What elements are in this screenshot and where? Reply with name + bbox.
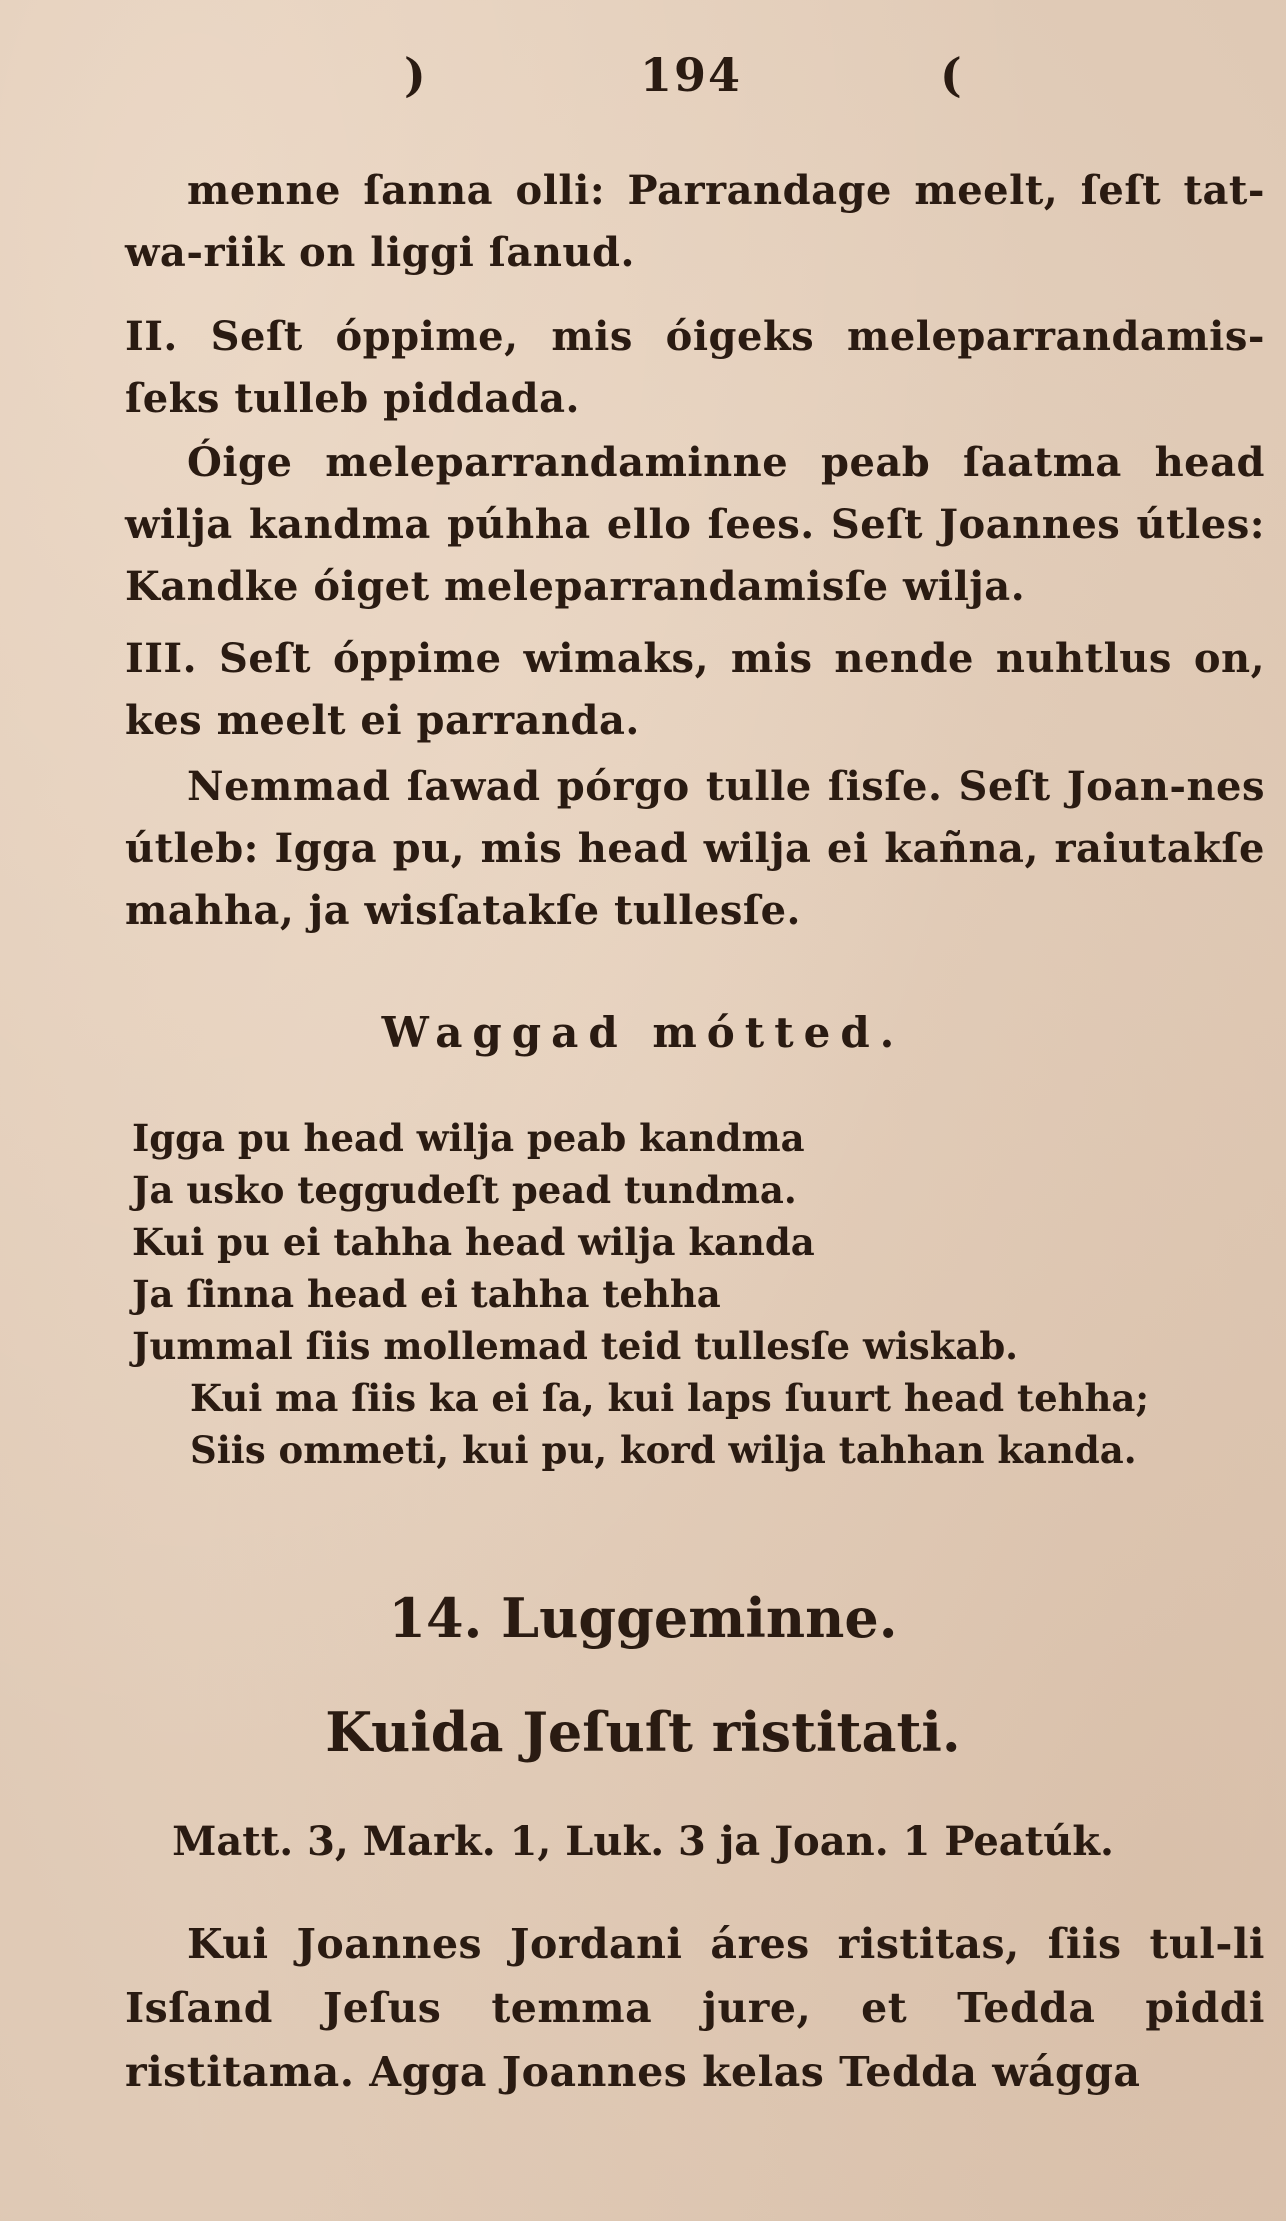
verse-line: Igga pu head wilja peab kandma [132, 1116, 805, 1160]
page-number: 194 [640, 48, 743, 102]
paragraph-2: II. Seſt óppime, mis óigeks meleparrandamis-ſeks tulleb piddada. [125, 313, 1265, 422]
page-header [0, 48, 1286, 128]
paragraph-5: Nemmad ſawad pórgo tulle ſisſe. Seſt Joan-nes útleb: Igga pu, mis head wilja ei kañna, raiutakſe mahha, ja wisſatakſe tullesſe. [125, 763, 1265, 934]
verse-line: Ja ſinna head ei tahha tehha [132, 1272, 721, 1316]
paragraph-3: Óige meleparrandaminne peab ſaatma head wilja kandma púhha ello ſees. Seſt Joannes útles: Kandke óiget meleparrandamisſe wilja. [125, 439, 1265, 610]
verse-title: Waggad mótted. [381, 1008, 905, 1057]
verse-line: Kui pu ei tahha head wilja kanda [132, 1220, 815, 1264]
verse-line: Ja usko teggudeſt pead tundma. [132, 1168, 797, 1212]
verse-line: Siis ommeti, kui pu, kord wilja tahhan kanda. [190, 1428, 1137, 1472]
header-right-bracket: ( [940, 48, 962, 102]
header-left-bracket: ) [404, 48, 426, 102]
verse-line: Kui ma ſiis ka ei ſa, kui laps ſuurt head tehha; [190, 1376, 1150, 1420]
lesson-text: Kui Joannes Jordani áres ristitas, ſiis tul-li Isſand Jeſus temma jure, et Tedda piddi ristitama. Agga Joannes kelas Tedda wágga [125, 1920, 1265, 2096]
paragraph-1: mennе ſanna olli: Parrandage meelt, ſeſt tat-wa-riik on liggi ſanud. [125, 167, 1265, 276]
lesson-title: Kuida Jeſuſt ristitati. [325, 1700, 961, 1764]
verse-block [132, 1112, 1262, 1476]
lesson-number-heading: 14. Luggeminne. [388, 1586, 898, 1650]
paragraph-4: III. Seſt óppime wimaks, mis nende nuhtlus on, kes meelt ei parranda. [125, 635, 1265, 744]
verse-line: Jummal ſiis mollemad teid tullesſe wiskab. [132, 1324, 1019, 1368]
scripture-references: Matt. 3, Mark. 1, Luk. 3 ja Joan. 1 Peatúk. [172, 1818, 1114, 1865]
